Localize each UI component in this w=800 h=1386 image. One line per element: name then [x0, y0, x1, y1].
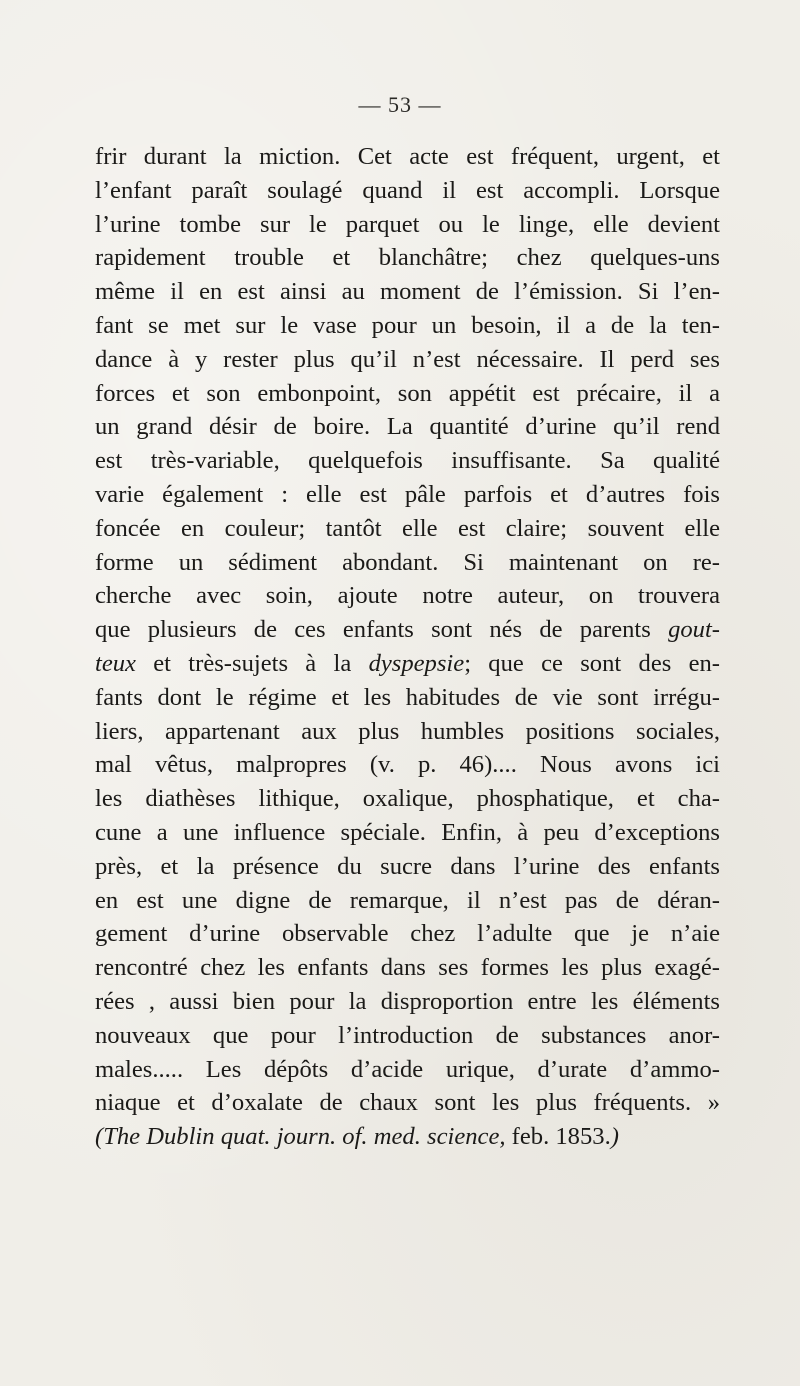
text-segment: gement d’urine observable chez l’adulte que je n’aie	[95, 920, 720, 948]
text-segment: forme un sédiment abondant. Si maintenant on re-	[95, 548, 720, 576]
text-line	[95, 884, 720, 918]
text-line	[95, 985, 720, 1019]
text-segment: liers, appartenant aux plus humbles positions sociales,	[95, 717, 720, 745]
text-segment: fant se met sur le vase pour un besoin, il a de la ten-	[95, 311, 720, 339]
text-line	[95, 579, 720, 613]
text-segment: rapidement trouble et blanchâtre; chez quelques-uns	[95, 244, 720, 272]
text-segment: dance à y rester plus qu’il n’est nécessaire. Il perd ses	[95, 345, 720, 373]
text-line	[95, 715, 720, 749]
text-segment: l’urine tombe sur le parquet ou le linge, elle devient	[95, 210, 720, 238]
text-segment: nouveaux que pour l’introduction de substances anor-	[95, 1021, 720, 1049]
body-text	[95, 140, 720, 1154]
text-segment: rencontré chez les enfants dans ses formes les plus exagé-	[95, 954, 720, 982]
text-segment: l’enfant paraît soulagé quand il est accompli. Lorsque	[95, 176, 720, 204]
text-line	[95, 241, 720, 275]
text-segment: forces et son embonpoint, son appétit est précaire, il a	[95, 379, 720, 407]
text-segment: rées , aussi bien pour la disproportion entre les éléments	[95, 987, 720, 1015]
text-line	[95, 613, 720, 647]
text-line	[95, 546, 720, 580]
text-line	[95, 782, 720, 816]
text-line	[95, 681, 720, 715]
text-segment: un grand désir de boire. La quantité d’urine qu’il rend	[95, 413, 720, 441]
italic-text: gout-	[668, 616, 720, 644]
text-line	[95, 1086, 720, 1120]
text-segment: que plusieurs de ces enfants sont nés de parents	[95, 616, 669, 644]
text-line	[95, 444, 720, 478]
text-segment: en est une digne de remarque, il n’est pas de déran-	[95, 886, 720, 914]
text-line	[95, 1053, 720, 1087]
text-line	[95, 309, 720, 343]
text-segment: près, et la présence du sucre dans l’urine des enfants	[95, 852, 720, 880]
italic-text: (The Dublin quat. journ. of. med. science,	[95, 1123, 506, 1151]
text-segment: cune a une influence spéciale. Enfin, à peu d’exceptions	[95, 818, 720, 846]
text-segment: est très-variable, quelquefois insuffisante. Sa qualité	[95, 447, 720, 475]
text-line	[95, 951, 720, 985]
text-line	[95, 850, 720, 884]
text-line	[95, 748, 720, 782]
text-segment: frir durant la miction. Cet acte est fréquent, urgent, et	[95, 143, 720, 170]
text-line	[95, 140, 720, 174]
text-line	[95, 917, 720, 951]
text-segment: males..... Les dépôts d’acide urique, d’urate d’ammo-	[95, 1055, 720, 1083]
text-segment: même il en est ainsi au moment de l’émission. Si l’en-	[95, 278, 720, 306]
text-segment: ; que ce sont des en-	[464, 649, 720, 677]
text-segment: feb. 1853.	[505, 1123, 611, 1151]
text-segment: niaque et d’oxalate de chaux sont les plus fréquents. »	[95, 1089, 720, 1117]
text-segment: varie également : elle est pâle parfois et d’autres fois	[95, 480, 720, 508]
text-segment: foncée en couleur; tantôt elle est claire; souvent elle	[95, 514, 720, 542]
text-line	[95, 1019, 720, 1053]
text-segment: fants dont le régime et les habitudes de vie sont irrégu-	[95, 683, 720, 711]
text-line	[95, 478, 720, 512]
text-line	[95, 377, 720, 411]
italic-text: dyspepsie	[368, 649, 465, 677]
italic-text: teux	[95, 649, 136, 677]
text-segment: cherche avec soin, ajoute notre auteur, on trouvera	[95, 582, 720, 610]
text-line	[95, 275, 720, 309]
text-line	[95, 174, 720, 208]
text-line	[95, 208, 720, 242]
text-line	[95, 1120, 720, 1154]
text-line	[95, 816, 720, 850]
page-number: — 53 —	[358, 92, 442, 117]
text-segment: et très-sujets à la	[135, 649, 369, 677]
text-line	[95, 410, 720, 444]
text-segment: les diathèses lithique, oxalique, phosphatique, et cha-	[95, 785, 720, 813]
text-line	[95, 343, 720, 377]
text-line	[95, 647, 720, 681]
text-segment: mal vêtus, malpropres (v. p. 46).... Nous avons ici	[95, 751, 720, 779]
italic-text: )	[610, 1123, 619, 1151]
text-line	[95, 512, 720, 546]
